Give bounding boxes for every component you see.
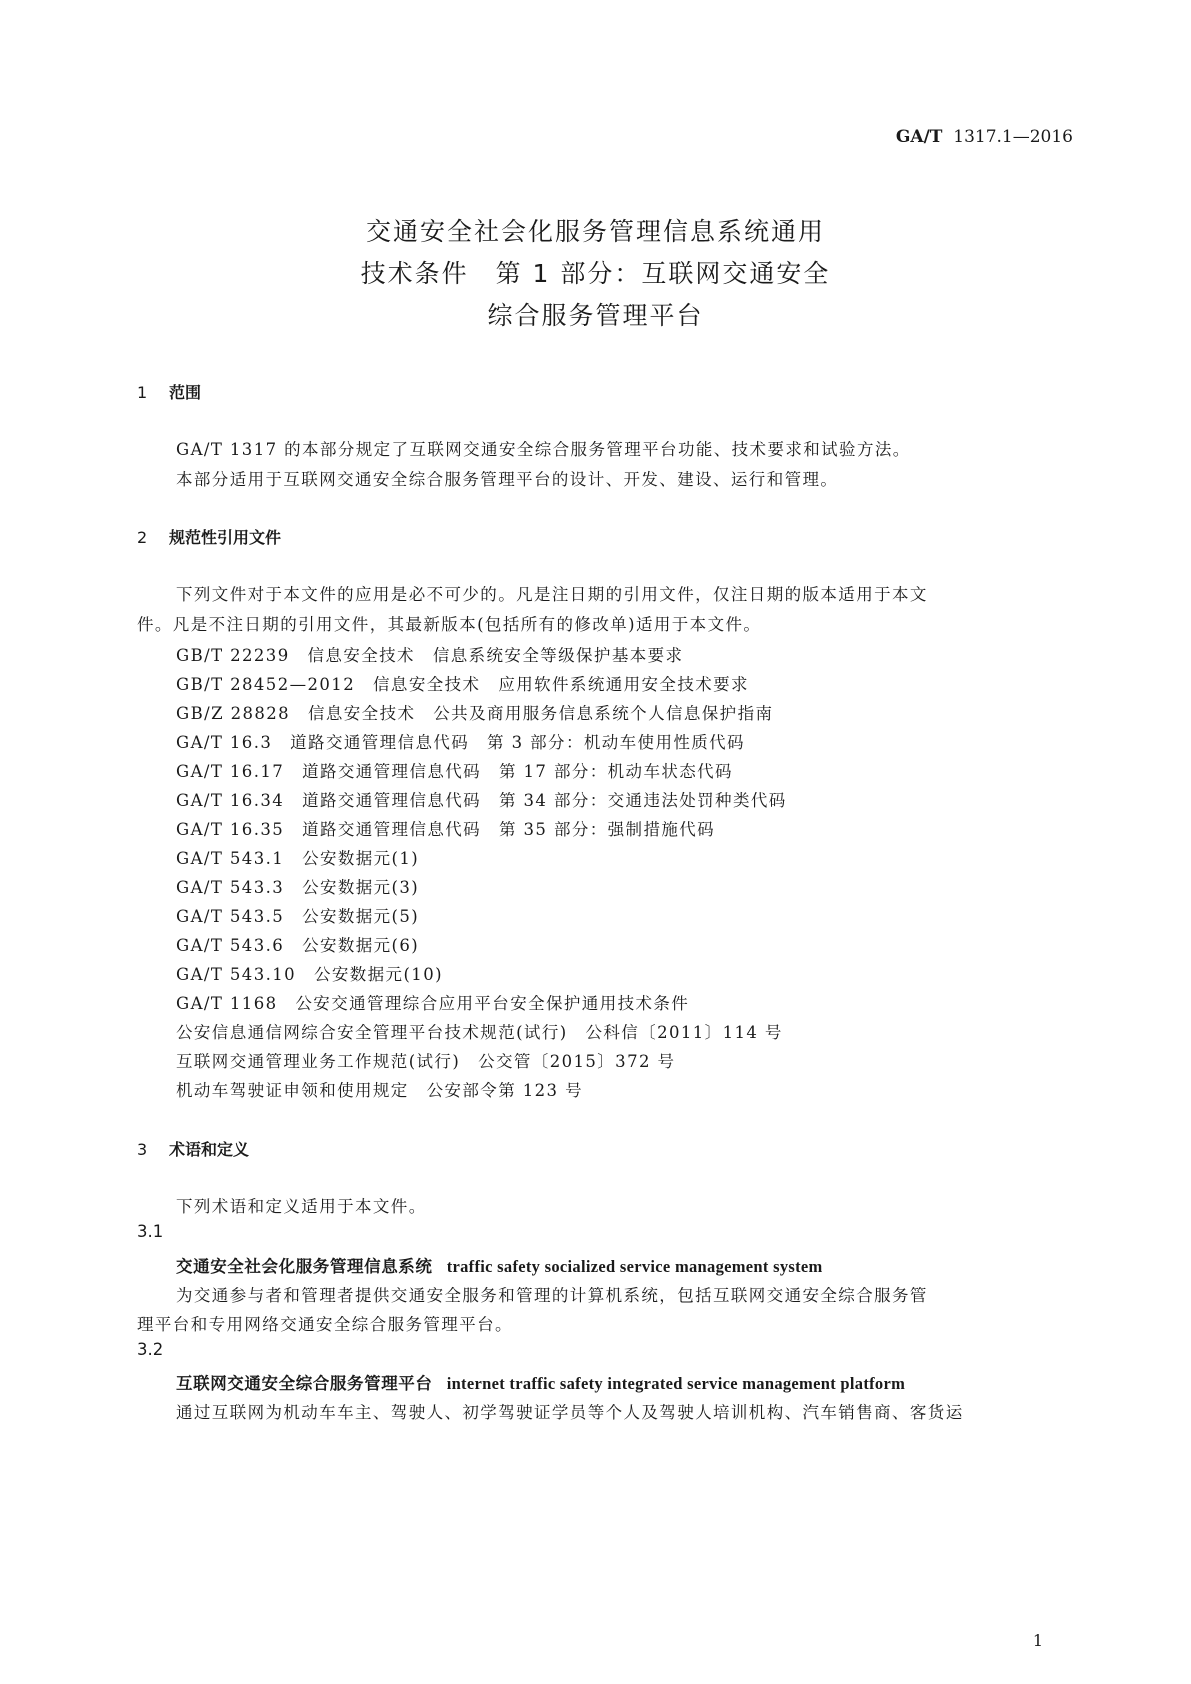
reference-code: GA/T 16.17	[176, 762, 285, 781]
reference-title: 道路交通管理信息代码 第 35 部分：强制措施代码	[302, 820, 716, 839]
paragraph: 本部分适用于互联网交通安全综合服务管理平台的设计、开发、建设、运行和管理。	[176, 470, 839, 489]
reference-item	[176, 671, 749, 695]
reference-item	[176, 758, 733, 782]
reference-title: 公安数据元(10)	[313, 965, 443, 984]
reference-title: 公安数据元(6)	[302, 936, 420, 955]
reference-title: 公安数据元(3)	[302, 878, 420, 897]
reference-code: 互联网交通管理业务工作规范(试行)	[176, 1052, 461, 1071]
reference-item	[176, 787, 787, 811]
reference-code: GA/T 543.6	[176, 936, 285, 955]
reference-title: 道路交通管理信息代码 第 17 部分：机动车状态代码	[302, 762, 733, 781]
section-title: 术语和定义	[169, 1140, 250, 1159]
term-chinese: 互联网交通安全综合服务管理平台	[176, 1374, 433, 1393]
reference-title: 信息安全技术 公共及商用服务信息系统个人信息保护指南	[307, 704, 774, 723]
reference-code: GA/T 1168	[176, 994, 278, 1013]
term-definition: 通过互联网为机动车车主、驾驶人、初学驾驶证学员等个人及驾驶人培训机构、汽车销售商、客货运	[176, 1403, 964, 1422]
reference-code: GA/T 16.3	[176, 733, 273, 752]
term-number: 3.1	[137, 1222, 164, 1241]
reference-title: 信息安全技术 信息系统安全等级保护基本要求	[307, 646, 684, 665]
section-3-heading	[137, 1137, 249, 1160]
document-title-line-2: 技术条件 第 1 部分：互联网交通安全	[360, 259, 831, 288]
section-title: 规范性引用文件	[169, 528, 282, 547]
reference-item	[176, 1019, 783, 1043]
section-number: 1	[137, 383, 148, 402]
reference-item	[176, 642, 683, 666]
standard-prefix: GA/T	[895, 127, 943, 147]
reference-item	[176, 961, 443, 985]
section-1-heading	[137, 380, 201, 403]
standard-number	[896, 127, 1073, 147]
term-chinese: 交通安全社会化服务管理信息系统	[176, 1257, 433, 1276]
term-definition: 为交通参与者和管理者提供交通安全服务和管理的计算机系统，包括互联网交通安全综合服务管	[176, 1286, 928, 1305]
reference-title: 公安部令第 123 号	[426, 1081, 583, 1100]
reference-item	[176, 845, 419, 869]
section-number: 3	[137, 1140, 148, 1159]
section-2-heading	[137, 525, 281, 548]
reference-code: 机动车驾驶证申领和使用规定	[176, 1081, 409, 1100]
term-english: traffic safety socialized service management system	[446, 1257, 823, 1276]
reference-code: GA/T 543.1	[176, 849, 285, 868]
document-title-line-3: 综合服务管理平台	[487, 301, 704, 330]
term-english: internet traffic safety integrated service management platform	[446, 1374, 906, 1393]
reference-title: 道路交通管理信息代码 第 3 部分：机动车使用性质代码	[290, 733, 745, 752]
reference-code: GA/T 543.3	[176, 878, 285, 897]
reference-item	[176, 1048, 675, 1072]
standard-code: 1317.1—2016	[953, 127, 1073, 147]
document-title-line-1: 交通安全社会化服务管理信息系统通用	[365, 217, 825, 246]
reference-title: 公交管〔2015〕372 号	[478, 1052, 676, 1071]
reference-item	[176, 729, 745, 753]
term-heading	[176, 1253, 823, 1277]
reference-item	[176, 816, 715, 840]
reference-code: GA/T 16.34	[176, 791, 285, 810]
reference-item	[176, 700, 773, 724]
reference-code: GB/T 22239	[176, 646, 290, 665]
section-number: 2	[137, 528, 148, 547]
reference-code: GA/T 543.10	[176, 965, 297, 984]
term-number: 3.2	[137, 1340, 164, 1359]
paragraph: GA/T 1317 的本部分规定了互联网交通安全综合服务管理平台功能、技术要求和试验方法。	[176, 440, 911, 459]
term-heading	[176, 1370, 905, 1394]
reference-title: 公安数据元(1)	[302, 849, 420, 868]
reference-item	[176, 874, 419, 898]
reference-title: 道路交通管理信息代码 第 34 部分：交通违法处罚种类代码	[302, 791, 787, 810]
reference-code: GA/T 543.5	[176, 907, 285, 926]
reference-code: GA/T 16.35	[176, 820, 285, 839]
reference-title: 公安数据元(5)	[302, 907, 420, 926]
reference-code: GB/Z 28828	[176, 704, 291, 723]
reference-title: 公科信〔2011〕114 号	[585, 1023, 783, 1042]
reference-code: 公安信息通信网综合安全管理平台技术规范(试行)	[176, 1023, 568, 1042]
reference-item	[176, 990, 689, 1014]
reference-item	[176, 932, 419, 956]
page-number: 1	[1032, 1631, 1043, 1650]
reference-title: 公安交通管理综合应用平台安全保护通用技术条件	[295, 994, 690, 1013]
reference-title: 信息安全技术 应用软件系统通用安全技术要求	[373, 675, 749, 694]
paragraph: 下列文件对于本文件的应用是必不可少的。凡是注日期的引用文件，仅注日期的版本适用于本文	[176, 585, 928, 604]
section-title: 范围	[169, 383, 202, 402]
paragraph: 下列术语和定义适用于本文件。	[176, 1197, 427, 1216]
reference-code: GB/T 28452—2012	[176, 675, 356, 694]
term-definition: 理平台和专用网络交通安全综合服务管理平台。	[137, 1315, 513, 1334]
paragraph: 件。凡是不注日期的引用文件，其最新版本(包括所有的修改单)适用于本文件。	[137, 615, 762, 634]
reference-item	[176, 1077, 583, 1101]
reference-item	[176, 903, 419, 927]
